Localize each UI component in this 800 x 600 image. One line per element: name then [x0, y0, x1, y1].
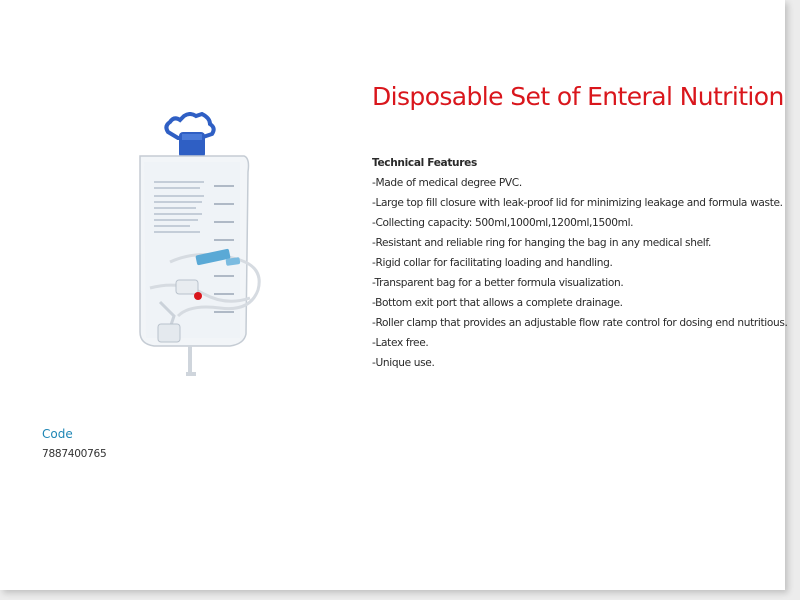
feature-item: -Roller clamp that provides an adjustable flow rate control for dosing end nutritious. — [372, 317, 788, 329]
code-label: Code — [42, 427, 73, 441]
product-code: 7887400765 — [42, 448, 107, 460]
product-image — [130, 112, 270, 380]
feature-item: -Latex free. — [372, 337, 429, 349]
feature-item: -Transparent bag for a better formula visualization. — [372, 277, 624, 289]
feature-item: -Resistant and reliable ring for hanging the bag in any medical shelf. — [372, 237, 711, 249]
feature-item: -Rigid collar for facilitating loading and handling. — [372, 257, 613, 269]
technical-features — [372, 153, 788, 373]
enteral-bag-icon — [130, 112, 270, 380]
product-title: Disposable Set of Enteral Nutrition — [372, 82, 784, 111]
features-heading: Technical Features — [372, 157, 477, 169]
feature-item: -Bottom exit port that allows a complete drainage. — [372, 297, 623, 309]
feature-item: -Large top fill closure with leak-proof lid for minimizing leakage and formula waste. — [372, 197, 783, 209]
feature-item: -Unique use. — [372, 357, 435, 369]
features-list — [372, 173, 788, 373]
feature-item: -Made of medical degree PVC. — [372, 177, 522, 189]
feature-item: -Collecting capacity: 500ml,1000ml,1200ml,1500ml. — [372, 217, 634, 229]
